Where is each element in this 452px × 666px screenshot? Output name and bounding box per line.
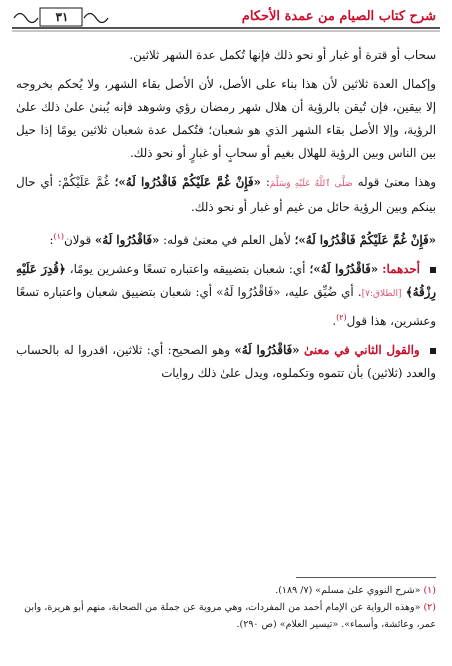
footnote-ref-2[interactable]: (٢): [336, 312, 347, 322]
bullet-icon: [430, 267, 436, 273]
paragraph-3: وهذا معنىٰ قوله صَلَّى ٱللَّهُ عَلَيْهِ وَسَلَّمَ: «فَإِنْ غُمَّ عَلَيْكُمْ فَاقْدُرُوا لَهُ»؛ غُمَّ عَلَيْكُمْ: أي حال بينكم وبين الرؤية حائل من غيم أو غبار أو نحو ذلك.: [16, 175, 437, 214]
footnote-number: (١): [423, 585, 436, 596]
p6-text: وهو الصحيح: أي: ثلاثين، اقدروا له بالحساب والعدد (ثلاثين) بأن تتموه وتكملوه، ويدل علىٰ ذلك روايات: [16, 342, 436, 380]
p5-text-2: أي ضُيِّق عليه، «فَاقْدُرُوا لَهُ» أي: شعبان بتضييق شعبان واعتباره تسعًا وعشرين، هذا قول: [16, 284, 436, 328]
page-header: [12, 6, 440, 32]
footnote-1: [16, 582, 436, 599]
p4-text: لأهل العلم في معنىٰ قوله:: [163, 232, 291, 247]
footnote-divider: [296, 577, 436, 578]
paragraph-6: [16, 339, 436, 385]
footnote-2: [16, 599, 436, 633]
page-number: ٣١: [55, 10, 69, 24]
footnotes: [16, 582, 436, 633]
salutation: صَلَّى ٱللَّهُ عَلَيْهِ وَسَلَّمَ: [269, 179, 353, 189]
hadith-quote-2: «فَإِنْ غُمَّ عَلَيْكُمْ فَاقْدُرُوا لَهُ»؛: [294, 232, 436, 247]
footnote-text: «وهذه الرواية عن الإمام أحمد من المفردات، وهي مروية عن جملة من الصحابة، منهم أبو هريرة، وابن عمر، وعائشة، وأسماء». «تيسير العلام» (ص ٢٩٠).: [24, 602, 436, 630]
ayah-reference: [الطلاق:٧]: [361, 288, 402, 299]
page-title: شرح كتاب الصيام من عمدة الأحكام: [241, 9, 436, 24]
paragraph-2: وإكمال العدة ثلاثين لأن هذا بناء على الأصل، لأن الأصل بقاء الشهر، ولا يُحكم بخروجه إلا بيقين، فإن تُيقن بالرؤية أن هلال شهر رمضان رؤي وشوهد فإنه يُبنىٰ علىٰ ذلك علىٰ الرؤية، وإلا الأصل بقاء الشهر الذي هو شعبان؛ فتُكمل عدة شعبان ثلاثين يومًا إذا حيل بين الناس وبين الرؤية للهلال بغيم أو سحابٍ أو غبارٍ أو نحو ذلك.: [16, 77, 436, 160]
p3-explanation: غُمَّ عَلَيْكُمْ: أي حال بينكم وبين الرؤية حائل من غيم أو غبار أو نحو ذلك.: [16, 175, 436, 214]
paragraph-1: سحاب أو قترة أو غبار أو نحو ذلك فإنها تُكمل عدة الشهر ثلاثين.: [129, 48, 436, 62]
p3-lead: وهذا معنىٰ قوله: [357, 175, 437, 189]
footnote-number: (٢): [423, 602, 436, 613]
main-text: [16, 44, 436, 391]
opinion-2-label: والقول الثاني في معنىٰ: [304, 342, 420, 357]
hadith-quote: «فَإِنْ غُمَّ عَلَيْكُمْ فَاقْدُرُوا لَهُ»؛: [114, 175, 261, 189]
opinion-1-label: أحدهما:: [382, 261, 420, 276]
bullet-icon: [430, 348, 436, 354]
hadith-quote-4: «فَاقْدُرُوا لَهُ»؛: [309, 261, 379, 276]
quran-ayah: ﴿قُدِرَ عَلَيْهِ رِزْقُهُ﴾: [16, 261, 436, 299]
paragraph-4: «فَإِنْ غُمَّ عَلَيْكُمْ فَاقْدُرُوا لَهُ»؛ لأهل العلم في معنىٰ قوله: «فَاقْدُرُوا لَهُ» قولان$^{(١)}$:: [49, 232, 436, 247]
hadith-quote-5: «فَاقْدُرُوا لَهُ»: [234, 342, 300, 357]
footnote-ref-1[interactable]: (١): [53, 232, 65, 241]
p5-text: أي: شعبان بتضييقه واعتباره تسعًا وعشرين يومًا،: [69, 261, 306, 276]
paragraph-5: أحدهما: «فَاقْدُرُوا لَهُ»؛ أي: شعبان بتضييقه واعتباره تسعًا وعشرين يومًا، ﴿قُدِرَ عَلَيْهِ رِزْقُهُ﴾ [الطلاق:٧]. أي ضُيِّق عليه، «فَاقْدُرُوا لَهُ» أي: شعبان بتضييق شعبان واعتباره تسعًا وعشرين، هذا قول$^{(٢)}$.: [16, 261, 436, 328]
footnote-text: «شرح النووي علىٰ مسلم» (٧/ ١٨٩).: [275, 585, 421, 596]
p4-end: قولان: [64, 232, 92, 247]
hadith-quote-3: «فَاقْدُرُوا لَهُ»: [94, 232, 160, 247]
